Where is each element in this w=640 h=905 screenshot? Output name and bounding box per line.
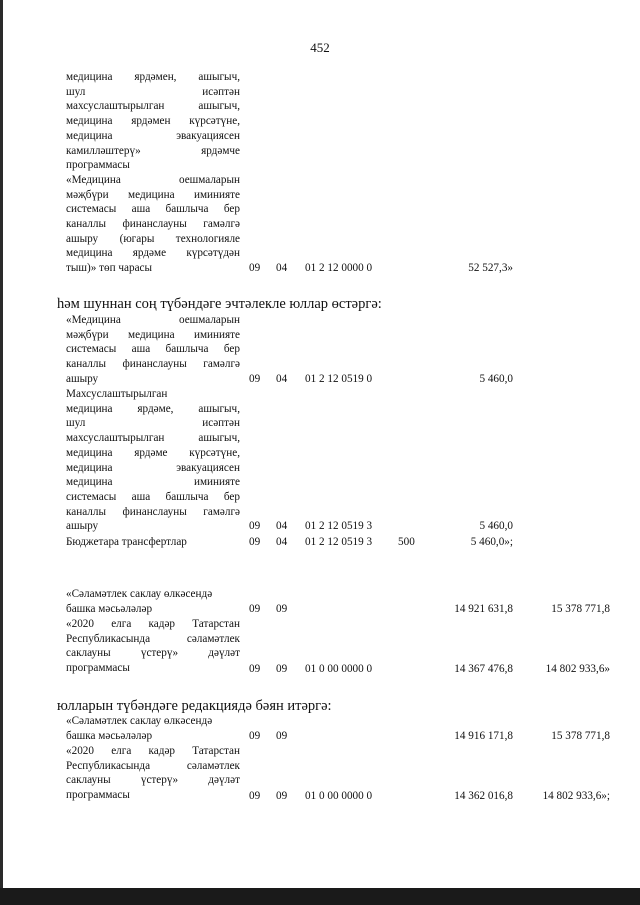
desc-line: «2020 елга кадәр Татарстан — [66, 618, 240, 630]
target-article-code: 01 2 12 0519 3 — [305, 536, 373, 548]
subsection-code: 09 — [276, 730, 288, 742]
desc-line: мәҗбүри медицина иминияте — [66, 188, 240, 201]
desc-line: башка мәсьәләләр — [66, 729, 153, 742]
amount: 5 460,0 — [479, 373, 513, 385]
subsection-code: 04 — [276, 536, 288, 548]
desc-line: башка мәсьәләләр — [66, 602, 153, 615]
block8-description — [66, 744, 240, 803]
subsection-code: 04 — [276, 262, 288, 274]
desc-line: Республикасында сәламәтлек — [66, 759, 240, 772]
amount-2020: 14 367 476,8 — [454, 663, 513, 675]
desc-line: «Медицина оешмаларын — [66, 173, 240, 186]
desc-line: медицина эвакуациясен — [66, 461, 240, 474]
desc-line: системасы аша башлыча бер — [66, 490, 240, 503]
section-code: 09 — [249, 373, 261, 385]
amount-2021: 14 802 933,6»; — [542, 790, 610, 802]
block6-description — [66, 617, 240, 676]
desc-line: программасы — [66, 789, 130, 802]
subsection-code: 09 — [276, 603, 288, 615]
section-code: 09 — [249, 663, 261, 675]
desc-line: медицина иминияте — [66, 476, 240, 489]
desc-line: камилләштерү» ярдәмче — [66, 144, 240, 157]
desc-line: «2020 елга кадәр Татарстан — [66, 745, 240, 757]
desc-line: медицина ярдәмен күрсәтүне, — [66, 115, 240, 128]
block7-description — [66, 714, 240, 743]
desc-line: тыш)» төп чарасы — [66, 262, 153, 275]
desc-line: ашыру — [66, 372, 99, 385]
block3-description — [66, 387, 240, 534]
amount-2020: 14 921 631,8 — [454, 603, 513, 615]
instruction-add-rows: һәм шуннан соң түбәндәге эчтәлекле юллар өстәргә: — [57, 296, 382, 312]
target-article-code: 01 0 00 0000 0 — [305, 790, 373, 802]
section-code: 09 — [249, 790, 261, 802]
desc-line: медицина эвакуациясен — [66, 129, 240, 142]
section-code: 09 — [249, 603, 261, 615]
desc-line: каналлы финанслауны гамәлгә — [66, 218, 240, 231]
target-article-code: 01 2 12 0000 0 — [305, 262, 373, 274]
desc-line: медицина ярдәмен, ашыгыч, — [66, 71, 240, 83]
desc-line: «Сәламәтлек саклау өлкәсендә — [66, 715, 213, 727]
subsection-code: 09 — [276, 663, 288, 675]
block5-description — [66, 587, 240, 616]
page-number: 452 — [310, 40, 330, 55]
desc-line: медицина ярдәме күрсәтүдән — [66, 247, 240, 260]
desc-line: программасы — [66, 159, 130, 172]
subsection-code: 04 — [276, 520, 288, 532]
desc-line: «Сәламәтлек саклау өлкәсендә — [66, 588, 213, 600]
amount-2021: 15 378 771,8 — [551, 730, 610, 742]
desc-line: Махсуслаштырылган — [66, 388, 168, 400]
target-article-code: 01 2 12 0519 0 — [305, 373, 373, 385]
desc-line: медицина ярдәме күрсәтүне, — [66, 446, 240, 459]
desc-line: ашыру — [66, 520, 99, 533]
desc-line: каналлы финанслауны гамәлгә — [66, 505, 240, 518]
desc-line: шул исәптән — [66, 85, 240, 98]
subsection-code: 04 — [276, 373, 288, 385]
section-code: 09 — [249, 262, 261, 274]
amount-2020: 14 916 171,8 — [454, 730, 513, 742]
amount-2021: 14 802 933,6» — [545, 663, 610, 675]
section-code: 09 — [249, 536, 261, 548]
scan-border — [0, 888, 640, 905]
desc-line: программасы — [66, 662, 130, 675]
amount: 5 460,0»; — [470, 536, 513, 548]
scan-edge — [0, 0, 3, 905]
expense-type-code: 500 — [398, 536, 415, 548]
desc-line: саклауны үстерү» дәүләт — [66, 774, 240, 787]
instruction-edit-rows: юлларын түбәндәге редакциядә бәян итәргә: — [57, 698, 332, 714]
section-code: 09 — [249, 730, 261, 742]
block1-description — [66, 70, 240, 276]
desc-line: Бюджетара трансфертлар — [66, 536, 187, 548]
subsection-code: 09 — [276, 790, 288, 802]
desc-line: махсуслаштырылган ашыгыч, — [66, 100, 240, 113]
section-code: 09 — [249, 520, 261, 532]
desc-line: медицина ярдәме, ашыгыч, — [66, 402, 240, 415]
amount-2021: 15 378 771,8 — [551, 603, 610, 615]
amount-2020: 14 362 016,8 — [454, 790, 513, 802]
desc-line: ашыру (югары технологияле — [66, 232, 240, 245]
desc-line: мәҗбүри медицина иминияте — [66, 328, 240, 341]
target-article-code: 01 2 12 0519 3 — [305, 520, 373, 532]
block4-description — [66, 535, 240, 550]
desc-line: шул исәптән — [66, 417, 240, 430]
desc-line: махсуслаштырылган ашыгыч, — [66, 432, 240, 445]
desc-line: каналлы финанслауны гамәлгә — [66, 358, 240, 371]
target-article-code: 01 0 00 0000 0 — [305, 663, 373, 675]
amount: 5 460,0 — [479, 520, 513, 532]
desc-line: саклауны үстерү» дәүләт — [66, 647, 240, 660]
desc-line: «Медицина оешмаларын — [66, 314, 240, 326]
desc-line: системасы аша башлыча бер — [66, 203, 240, 216]
desc-line: Республикасында сәламәтлек — [66, 632, 240, 645]
block2-description — [66, 313, 240, 387]
desc-line: системасы аша башлыча бер — [66, 343, 240, 356]
amount: 52 527,3» — [468, 262, 513, 274]
